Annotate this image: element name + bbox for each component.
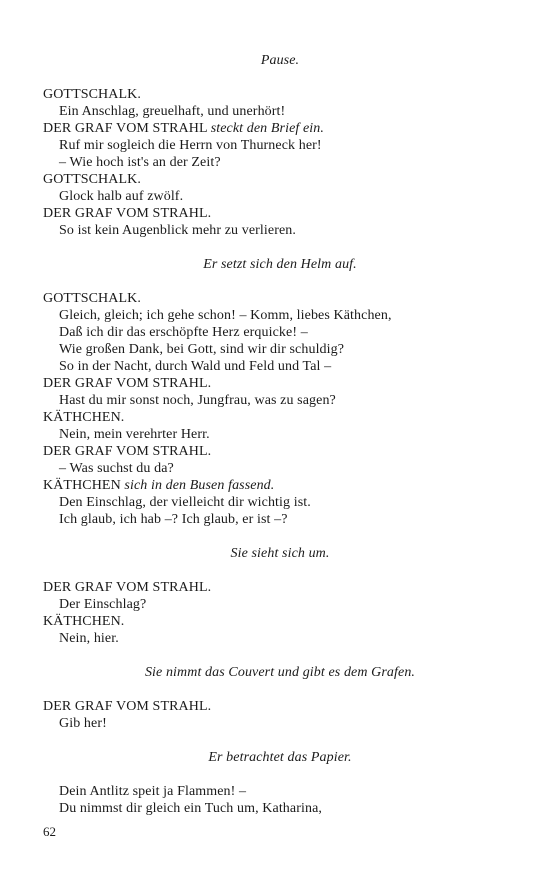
verse-line: Gleich, gleich; ich gehe schon! – Komm, liebes Käthchen, (59, 308, 392, 323)
stage-direction: Sie sieht sich um. (230, 546, 330, 561)
speaker-line (43, 86, 141, 103)
verse-line: Ein Anschlag, greuelhaft, und unerhört! (59, 104, 286, 119)
speaker-line (43, 205, 211, 222)
verse-line: – Was suchst du da? (59, 461, 174, 476)
verse-line: So in der Nacht, durch Wald und Feld und Tal – (59, 359, 332, 374)
verse-line: Dein Antlitz speit ja Flammen! – (59, 784, 247, 799)
speaker-name: GOTTSCHALK. (43, 87, 141, 102)
speaker-name: DER GRAF VOM STRAHL (43, 121, 208, 136)
stage-direction-inline: steckt den Brief ein. (210, 121, 324, 136)
verse-line: So ist kein Augenblick mehr zu verlieren. (59, 223, 296, 238)
speaker-line (43, 409, 124, 426)
verse-line: Du nimmst dir gleich ein Tuch um, Katharina, (59, 801, 322, 816)
speaker-line (43, 698, 211, 715)
speaker-name: DER GRAF VOM STRAHL. (43, 580, 212, 595)
speaker-name: KÄTHCHEN. (43, 614, 125, 629)
speaker-name: GOTTSCHALK. (43, 172, 141, 187)
speaker-line (43, 613, 124, 630)
verse-line: Den Einschlag, der vielleicht dir wichtig ist. (59, 495, 311, 510)
verse-line: Hast du mir sonst noch, Jungfrau, was zu sagen? (59, 393, 336, 408)
page-number: 62 (43, 824, 56, 839)
verse-line: Wie großen Dank, bei Gott, sind wir dir schuldig? (59, 342, 345, 357)
speaker-name: DER GRAF VOM STRAHL. (43, 699, 212, 714)
verse-line: Daß ich dir das erschöpfte Herz erquicke! – (59, 325, 308, 340)
verse-line: Nein, hier. (59, 631, 119, 646)
stage-direction: Er setzt sich den Helm auf. (203, 257, 357, 272)
stage-direction: Pause. (260, 53, 300, 68)
speaker-line (43, 290, 141, 307)
speaker-line (43, 477, 274, 494)
speaker-line (43, 579, 211, 596)
verse-line: Nein, mein verehrter Herr. (59, 427, 210, 442)
speaker-name: GOTTSCHALK. (43, 291, 141, 306)
verse-line: Ich glaub, ich hab –? Ich glaub, er ist –? (59, 512, 288, 527)
speaker-name: DER GRAF VOM STRAHL. (43, 376, 212, 391)
verse-line: Glock halb auf zwölf. (59, 189, 184, 204)
stage-direction: Er betrachtet das Papier. (208, 750, 352, 765)
speaker-line (43, 443, 211, 460)
speaker-name: DER GRAF VOM STRAHL. (43, 444, 212, 459)
verse-line: Der Einschlag? (59, 597, 147, 612)
speaker-line (43, 120, 324, 137)
speaker-line (43, 171, 141, 188)
speaker-name: KÄTHCHEN. (43, 410, 125, 425)
stage-direction-inline: sich in den Busen fassend. (124, 478, 275, 493)
stage-direction: Sie nimmt das Couvert und gibt es dem Grafen. (144, 665, 416, 680)
speaker-name: KÄTHCHEN (43, 478, 121, 493)
verse-line: Gib her! (59, 716, 107, 731)
speaker-name: DER GRAF VOM STRAHL. (43, 206, 212, 221)
verse-line: Ruf mir sogleich die Herrn von Thurneck her! (59, 138, 322, 153)
verse-line: – Wie hoch ist's an der Zeit? (59, 155, 221, 170)
speaker-line (43, 375, 211, 392)
